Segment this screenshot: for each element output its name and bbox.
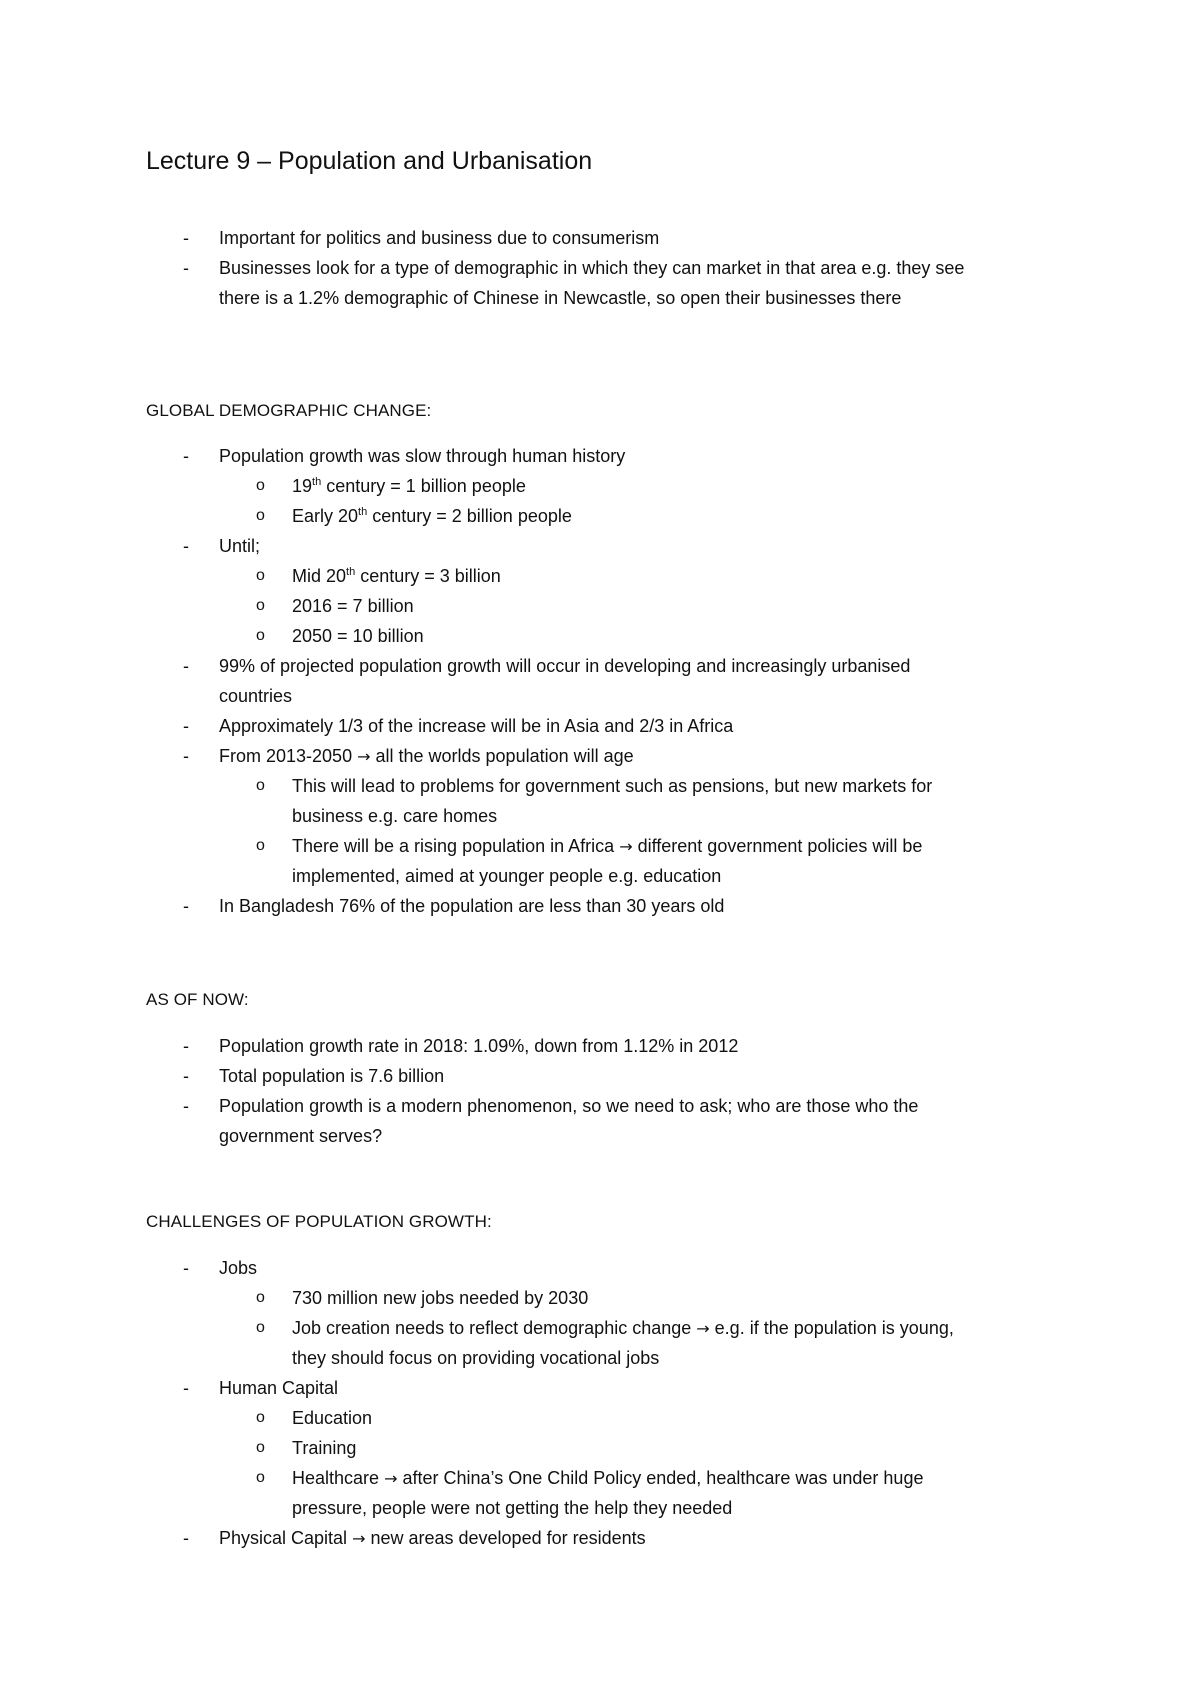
challenges-bullet-1: Jobs [219,1258,258,1278]
global-bullet-5: From 2013-2050 → all the worlds population will age [219,746,634,766]
challenges-sub-bullet-5-line-2: pressure, people were not getting the help they needed [292,1498,733,1518]
bullet-dash: - [183,1258,189,1278]
challenges-sub-bullet-3: Education [292,1408,373,1428]
challenges-sub-bullet-2-line-1: Job creation needs to reflect demographic change → e.g. if the population is young, [292,1318,954,1338]
now-bullet-1: Population growth rate in 2018: 1.09%, down from 1.12% in 2012 [219,1036,739,1056]
global-bullet-3-line-1: 99% of projected population growth will occur in developing and increasingly urbanised [219,656,911,676]
arrow-right-icon: → [384,1469,398,1488]
challenges-sub-bullet-1: 730 million new jobs needed by 2030 [292,1288,589,1308]
global-sub-bullet-7-line-2: implemented, aimed at younger people e.g. education [292,866,722,886]
bullet-dash: - [183,446,189,466]
section-heading-now: AS OF NOW: [146,990,249,1009]
bullet-dash: - [183,1528,189,1548]
now-bullet-3-line-1: Population growth is a modern phenomenon, so we need to ask; who are those who the [219,1096,919,1116]
bullet-dash: - [183,716,189,736]
bullet-dash: - [183,228,189,248]
sub-bullet-circle: o [256,1319,265,1336]
arrow-right-icon: → [357,747,371,766]
bullet-dash: - [183,1036,189,1056]
now-bullet-3-line-2: government serves? [219,1126,383,1146]
bullet-dash: - [183,656,189,676]
sub-bullet-circle: o [256,1439,265,1456]
challenges-sub-bullet-2-line-2: they should focus on providing vocational jobs [292,1348,660,1368]
bullet-dash: - [183,536,189,556]
sub-bullet-circle: o [256,567,265,584]
global-sub-bullet-6-line-2: business e.g. care homes [292,806,498,826]
arrow-right-icon: → [352,1529,366,1548]
arrow-right-icon: → [619,837,633,856]
global-sub-bullet-4: 2016 = 7 billion [292,596,414,616]
global-sub-bullet-7-line-1: There will be a rising population in Africa → different government policies will be [292,836,923,856]
global-bullet-6: In Bangladesh 76% of the population are less than 30 years old [219,896,725,916]
global-bullet-1: Population growth was slow through human history [219,446,626,466]
sub-bullet-circle: o [256,597,265,614]
global-sub-bullet-6-line-1: This will lead to problems for government such as pensions, but new markets for [292,776,933,796]
bullet-dash: - [183,1096,189,1116]
challenges-bullet-2: Human Capital [219,1378,339,1398]
sub-bullet-circle: o [256,777,265,794]
sub-bullet-circle: o [256,837,265,854]
arrow-right-icon: → [696,1319,710,1338]
bullet-dash: - [183,258,189,278]
challenges-sub-bullet-4: Training [292,1438,357,1458]
sub-bullet-circle: o [256,1469,265,1486]
sub-bullet-circle: o [256,1289,265,1306]
global-bullet-4: Approximately 1/3 of the increase will be in Asia and 2/3 in Africa [219,716,734,736]
intro-bullet-2-line-1: Businesses look for a type of demographic in which they can market in that area e.g. they see [219,258,965,278]
global-bullet-3-line-2: countries [219,686,293,706]
global-bullet-2: Until; [219,536,261,556]
now-bullet-2: Total population is 7.6 billion [219,1066,445,1086]
global-sub-bullet-2: Early 20th century = 2 billion people [292,506,572,526]
global-sub-bullet-1: 19th century = 1 billion people [292,476,526,496]
intro-bullet-2-line-2: there is a 1.2% demographic of Chinese in Newcastle, so open their businesses there [219,288,902,308]
section-heading-challenges: CHALLENGES OF POPULATION GROWTH: [146,1212,492,1231]
bullet-dash: - [183,896,189,916]
sub-bullet-circle: o [256,477,265,494]
sub-bullet-circle: o [256,1409,265,1426]
section-heading-global: GLOBAL DEMOGRAPHIC CHANGE: [146,401,432,420]
challenges-sub-bullet-5-line-1: Healthcare → after China’s One Child Policy ended, healthcare was under huge [292,1468,924,1488]
page-title: Lecture 9 – Population and Urbanisation [146,147,593,175]
bullet-dash: - [183,1378,189,1398]
global-sub-bullet-5: 2050 = 10 billion [292,626,424,646]
global-sub-bullet-3: Mid 20th century = 3 billion [292,566,501,586]
intro-bullet-1: Important for politics and business due to consumerism [219,228,660,248]
bullet-dash: - [183,1066,189,1086]
sub-bullet-circle: o [256,627,265,644]
sub-bullet-circle: o [256,507,265,524]
bullet-dash: - [183,746,189,766]
challenges-bullet-3: Physical Capital → new areas developed for residents [219,1528,646,1548]
